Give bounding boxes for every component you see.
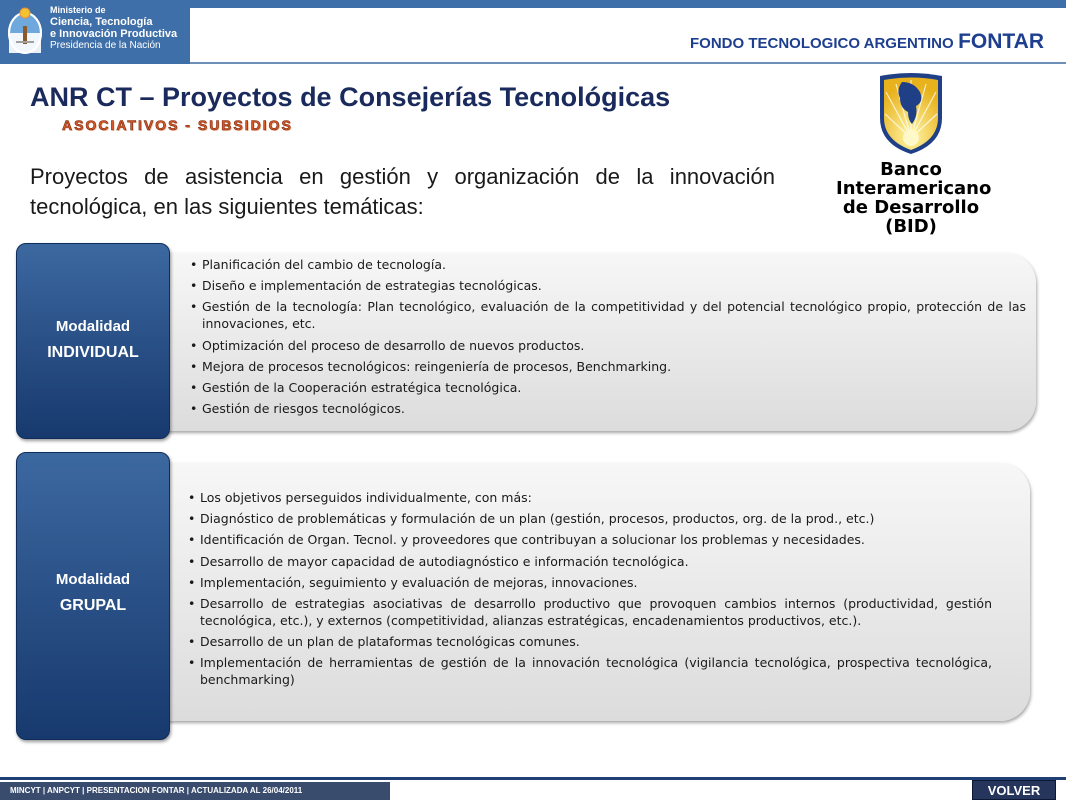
- list-item: • Desarrollo de estrategias asociativas de desarrollo productivo que provoquen cambios internos (productividad, gestión tecnológica, etc.), y externos (competitividad, alianzas estratégicas, encadenamientos productivos, etc.).: [188, 595, 992, 629]
- volver-button[interactable]: VOLVER: [972, 780, 1056, 800]
- list-item: • Diagnóstico de problemáticas y formulación de un plan (gestión, procesos, productos, org. de la prod., etc.): [188, 510, 992, 527]
- bid-emblem-icon: [874, 72, 948, 156]
- ministry-line-4: Presidencia de la Nación: [50, 40, 161, 51]
- bid-line-1: Banco: [880, 159, 942, 180]
- bid-line-3: de Desarrollo: [842, 197, 980, 218]
- individual-topics-list: [190, 256, 1026, 421]
- tab-modalidad-individual: [16, 243, 170, 439]
- tab-label-line-2: GRUPAL: [59, 597, 127, 614]
- bid-line-2: Interamericano: [836, 178, 992, 199]
- ministry-line-3: e Innovación Productiva: [50, 28, 178, 40]
- footer-credits: MINCYT | ANPCYT | PRESENTACION FONTAR | ACTUALIZADA AL 26/04/2011: [0, 782, 390, 800]
- list-item: • Diseño e implementación de estrategias tecnológicas.: [190, 277, 1026, 294]
- list-item: • Implementación de herramientas de gestión de la innovación tecnológica (vigilancia tecnológica, prospectiva tecnológica, benchmarking): [188, 654, 992, 688]
- bid-logo: [836, 72, 992, 242]
- footer-rule: [0, 777, 1066, 780]
- header-stripe: [190, 0, 1066, 8]
- list-item: • Planificación del cambio de tecnología.: [190, 256, 1026, 273]
- list-item: • Gestión de la tecnología: Plan tecnológico, evaluación de la competitividad y del potencial tecnológico propio, protección de las innovaciones, etc.: [190, 298, 1026, 332]
- ministry-name: [50, 4, 177, 52]
- bid-line-4: (BID): [885, 216, 937, 237]
- tab-label-line-2: INDIVIDUAL: [47, 344, 139, 361]
- list-item: • Mejora de procesos tecnológicos: reingeniería de procesos, Benchmarking.: [190, 358, 1026, 375]
- list-item: • Desarrollo de mayor capacidad de autodiagnóstico e información tecnológica.: [188, 553, 992, 570]
- page-title: ANR CT – Proyectos de Consejerías Tecnológicas: [30, 82, 671, 112]
- list-item: • Identificación de Organ. Tecnol. y proveedores que contribuyan a solucionar los problemas y necesidades.: [188, 531, 992, 548]
- fontar-full-name: FONDO TECNOLOGICO ARGENTINO: [690, 35, 954, 52]
- subtitle-badge: ASOCIATIVOS - SUBSIDIOS: [62, 117, 293, 133]
- grupal-topics-list: [188, 489, 992, 693]
- list-item: • Implementación, seguimiento y evaluación de mejoras, innovaciones.: [188, 574, 992, 591]
- fontar-acronym: FONTAR: [958, 30, 1044, 53]
- intro-paragraph: Proyectos de asistencia en gestión y organización de la innovación tecnológica, en las siguientes temáticas:: [30, 164, 775, 219]
- argentina-shield-icon: [6, 6, 44, 56]
- tab-modalidad-grupal: [16, 452, 170, 740]
- ministry-line-2: Ciencia, Tecnología: [50, 16, 153, 28]
- list-item: • Los objetivos perseguidos individualmente, con más:: [188, 489, 992, 506]
- ministry-line-1: Ministerio de: [50, 5, 106, 15]
- tab-label-line-1: Modalidad: [55, 571, 131, 588]
- list-item: • Gestión de riesgos tecnológicos.: [190, 400, 1026, 417]
- list-item: • Gestión de la Cooperación estratégica tecnológica.: [190, 379, 1026, 396]
- header-bar: [0, 0, 1066, 64]
- list-item: • Optimización del proceso de desarrollo de nuevos productos.: [190, 337, 1026, 354]
- bid-name: [836, 159, 992, 237]
- list-item: • Desarrollo de un plan de plataformas tecnológicas comunes.: [188, 633, 992, 650]
- tab-label-line-1: Modalidad: [55, 318, 131, 335]
- fontar-heading: [690, 30, 1044, 54]
